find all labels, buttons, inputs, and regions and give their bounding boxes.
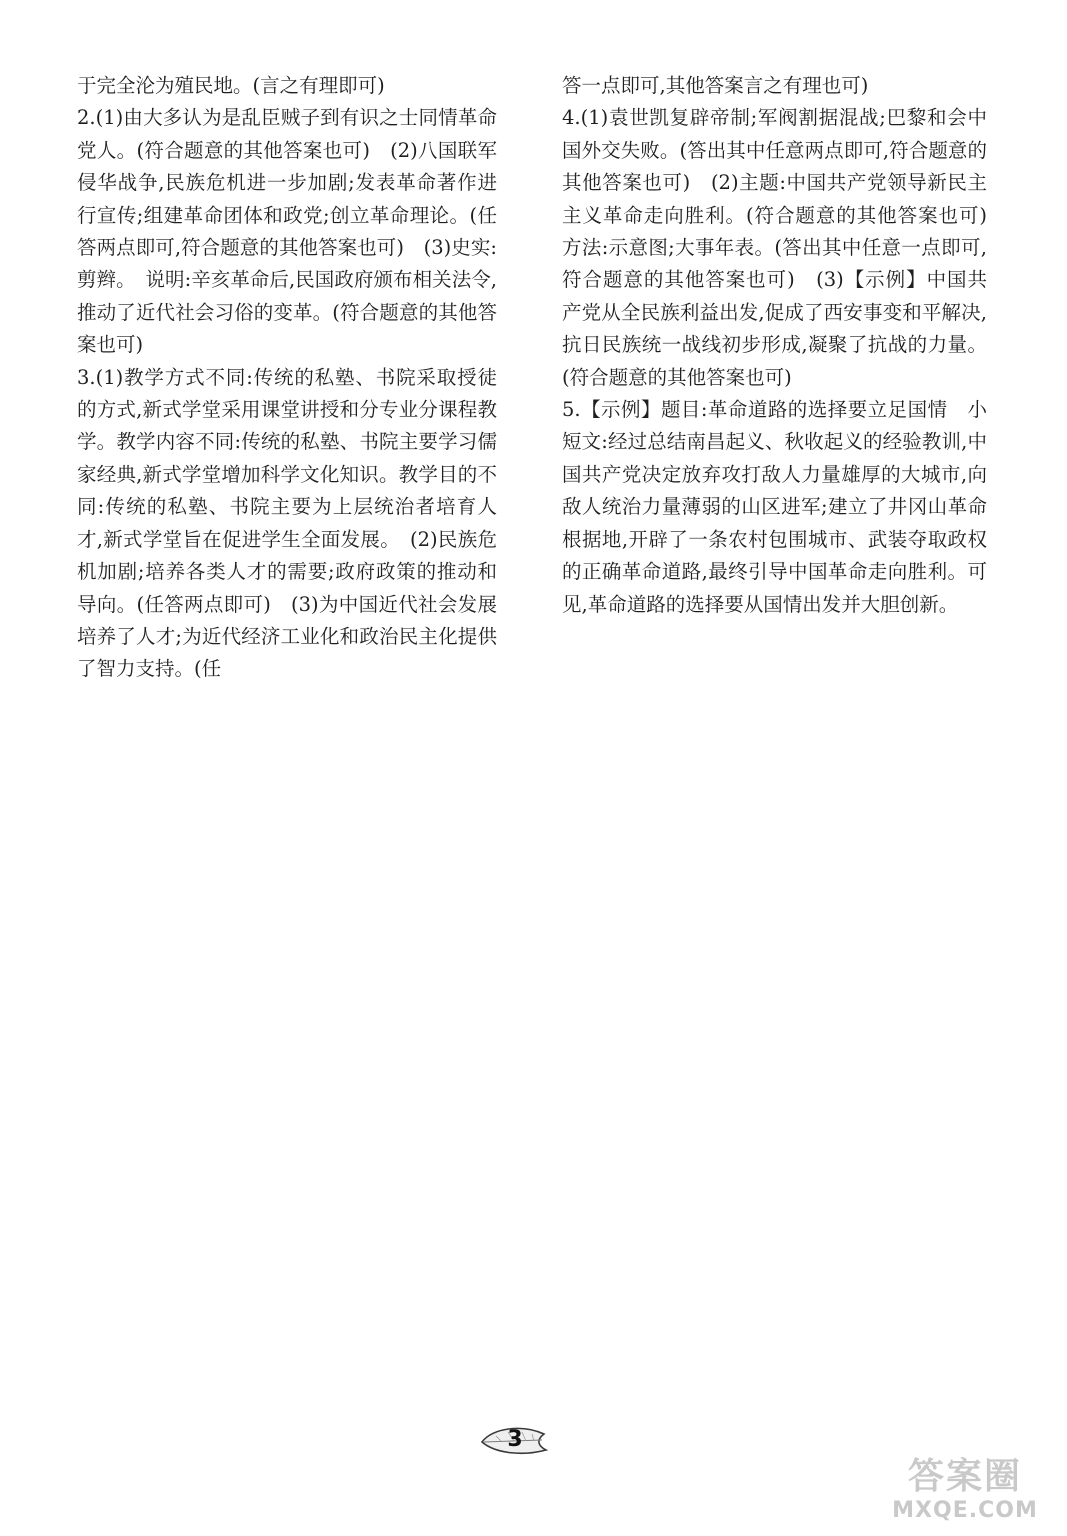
answer-continuation-3: 答一点即可,其他答案言之有理也可) bbox=[562, 74, 869, 97]
watermark-logo bbox=[880, 1456, 1050, 1530]
watermark-url: MXQE.COM bbox=[892, 1498, 1038, 1523]
answer-item-2: 2.(1)由大多认为是乱臣贼子到有识之士同情革命党人。(符合题意的其他答案也可) (2)八国联军侵华战争,民族危机进一步加剧;发表革命著作进行宣传;组建革命团体和政党;创立革命理论。(任答两点即可,符合题意的其他答案也可) (3)史实:剪辫。 说明:辛亥革命后,民国政府颁布相关法令,推动了近代社会习俗的变革。(符合题意的其他答案也可) bbox=[77, 106, 497, 357]
answer-item-5: 5.【示例】题目:革命道路的选择要立足国情 小短文:经过总结南昌起义、秋收起义的经验教训,中国共产党决定放弃攻打敌人力量雄厚的大城市,向敌人统治力量薄弱的山区进军;建立了井冈山革命根据地,开辟了一条农村包围城市、武装夺取政权的正确革命道路,最终引导中国革命走向胜利。可见,革命道路的选择要从国情出发并大胆创新。 bbox=[562, 398, 987, 616]
answer-continuation-1: 于完全沦为殖民地。(言之有理即可) bbox=[77, 74, 385, 97]
right-column bbox=[562, 70, 1007, 621]
watermark-title: 答案圈 bbox=[907, 1456, 1022, 1497]
answer-item-4: 4.(1)袁世凯复辟帝制;军阀割据混战;巴黎和会中国外交失败。(答出其中任意两点即可,符合题意的其他答案也可) (2)主题:中国共产党领导新民主主义革命走向胜利。(符合题意的其他答案也可) 方法:示意图;大事年表。(答出其中任意一点即可,符合题意的其他答案也可) (3)【示例】中国共产党从全民族利益出发,促成了西安事变和平解决,抗日民族统一战线初步形成,凝聚了抗战的力量。(符合题意的其他答案也可) bbox=[562, 106, 1007, 389]
answer-item-3: 3.(1)教学方式不同:传统的私塾、书院采取授徒的方式,新式学堂采用课堂讲授和分专业分课程教学。教学内容不同:传统的私塾、书院主要学习儒家经典,新式学堂增加科学文化知识。教学目的不同:传统的私塾、书院主要为上层统治者培育人才,新式学堂旨在促进学生全面发展。 (2)民族危机加剧;培养各类人才的需要;政府政策的推动和导向。(任答两点即可) (3)为中国近代社会发展培养了人才;为近代经济工业化和政治民主化提供了智力支持。(任 bbox=[77, 365, 497, 681]
page-number: 3 bbox=[507, 1427, 523, 1452]
left-column bbox=[77, 70, 497, 686]
